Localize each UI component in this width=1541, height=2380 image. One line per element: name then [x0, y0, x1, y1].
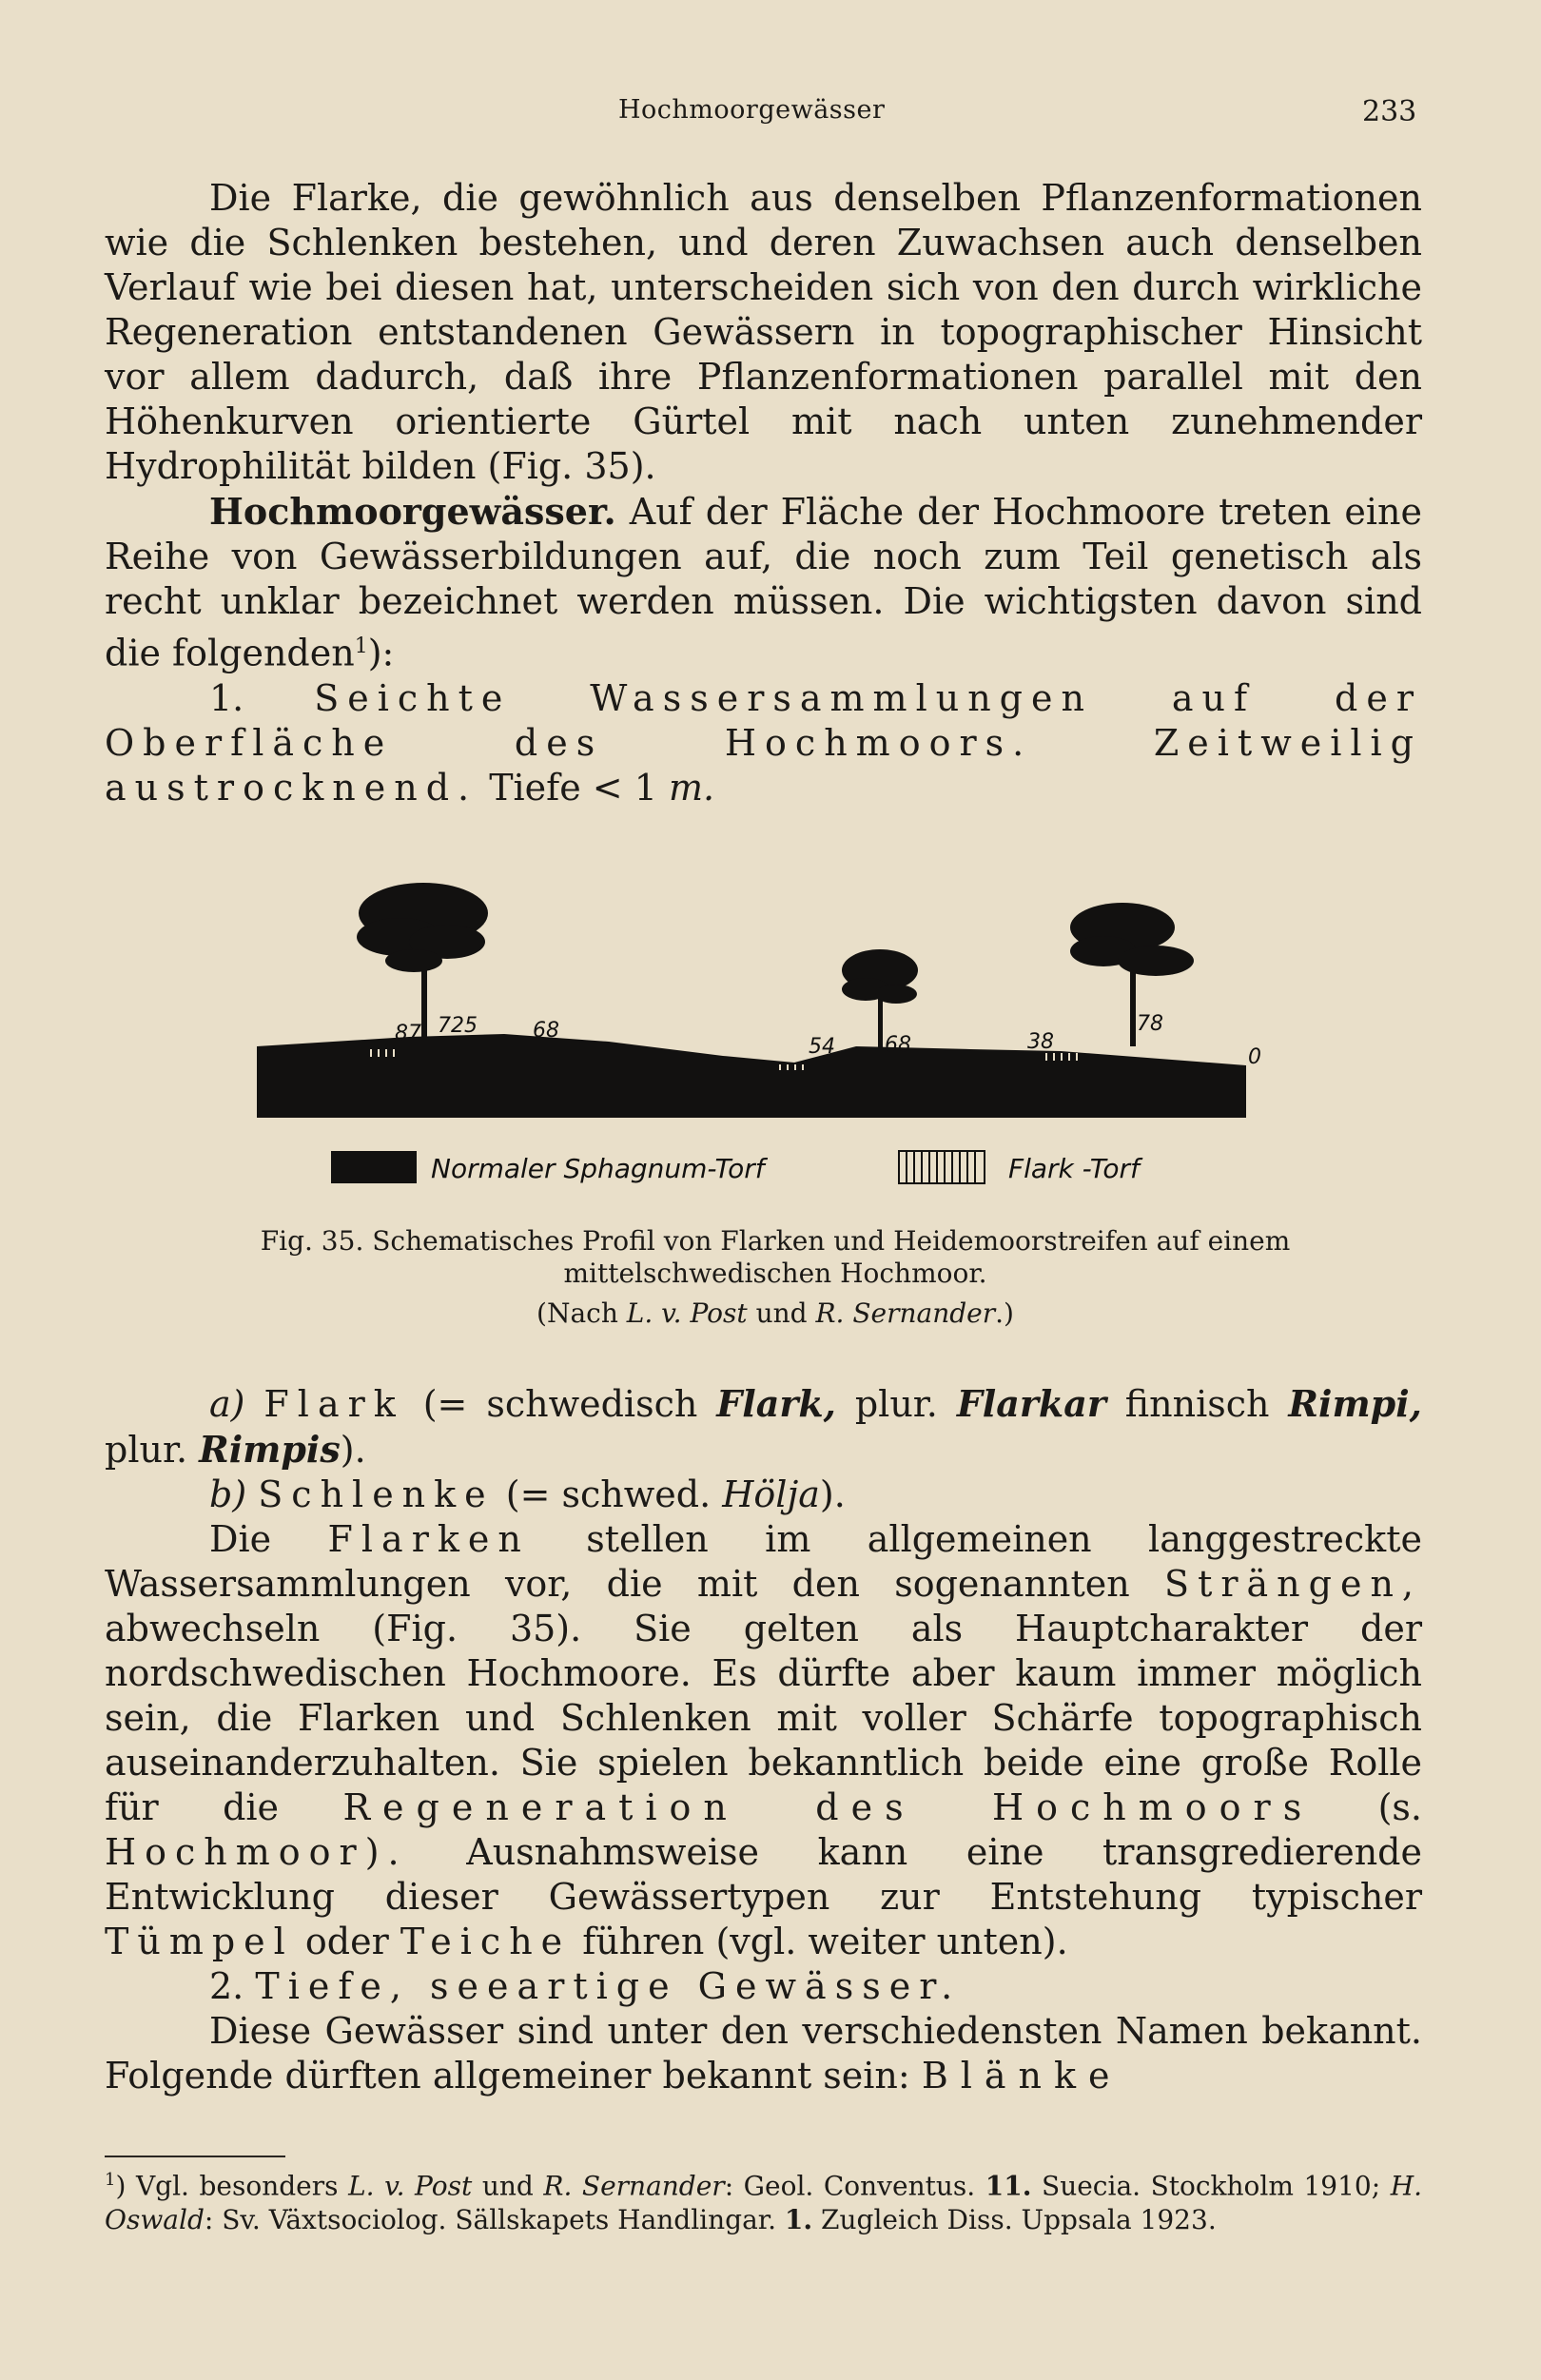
- item-text: plur.: [854, 1383, 938, 1425]
- spaced-term: Regeneration des Hochmoors: [342, 1786, 1315, 1828]
- item-title: Seichte Wassersammlungen auf der Oberfläche des Hochmoors. Zeitweilig austrocknend.: [105, 676, 1422, 809]
- footnote-text: Suecia. Stockholm 1910;: [1042, 2170, 1381, 2202]
- footnote-text: : Sv. Växtsociolog. Sällskapets Handlingar.: [204, 2204, 776, 2236]
- paragraph-end: ):: [367, 632, 395, 674]
- figure-label: 78: [1137, 1012, 1163, 1036]
- paragraph-text: führen (vgl. weiter unten).: [582, 1921, 1068, 1962]
- legend-swatch-flark-peat: [899, 1151, 985, 1183]
- paragraph-blaenke: [105, 2009, 1422, 2098]
- item-term: Schlenke: [258, 1473, 495, 1515]
- footnote-author: L. v. Post: [348, 2170, 473, 2202]
- footnote-volume: 1.: [784, 2204, 813, 2236]
- item-depth: Tiefe < 1: [489, 766, 657, 809]
- paragraph-text: oder: [304, 1921, 389, 1962]
- footnote-author: R. Sernander: [543, 2170, 725, 2202]
- swedish-plural: Flarkar: [956, 1382, 1106, 1425]
- body-text-upper: [105, 176, 1422, 810]
- footnote-text: und: [481, 2170, 534, 2202]
- source-and: und: [755, 1297, 808, 1329]
- list-item-2: [105, 1964, 1422, 2009]
- figure-label: 87: [395, 1022, 421, 1045]
- figure-source: [128, 1297, 1422, 1330]
- list-item-1: [105, 676, 1422, 810]
- spaced-term: Strängen,: [1164, 1563, 1422, 1605]
- body-text-lower: [105, 1381, 1422, 2098]
- figure-label: 0: [1248, 1045, 1261, 1069]
- footnote-text: : Geol. Conventus.: [724, 2170, 976, 2202]
- legend-swatch-normal-peat: [331, 1151, 417, 1183]
- page-number: 233: [1362, 95, 1417, 128]
- footnote-rule: [105, 2156, 285, 2157]
- swedish-term: Flark,: [716, 1382, 836, 1425]
- spaced-term: Hochmoor).: [105, 1831, 408, 1873]
- item-number: 2.: [209, 1965, 244, 2007]
- paragraph-text: abwechseln (Fig. 35). Sie gelten als Hauptcharakter der nordschwedischen Hochmoore. Es dürfte aber kaum immer möglich sein, die Flarken und Schlenken mit voller Schärfe topographisch auseinanderzuhalten. Sie spielen bekanntlich beide eine große Rolle für die: [105, 1608, 1422, 1828]
- finnish-term: Rimpi,: [1288, 1382, 1422, 1425]
- paragraph-flarke: Die Flarke, die gewöhnlich aus denselben Pflanzenformationen wie die Schlenken bestehen, und deren Zuwachsen auch denselben Verlauf wie bei diesen hat, unterscheiden sich von den durch wirkliche Regeneration entstandenen Gewässern in topographischer Hinsicht vor allem dadurch, daß ihre Pflanzenformationen parallel mit den Höhenkurven orientierte Gürtel mit nach unten zunehmender Hydrophilität bilden (Fig. 35).: [105, 177, 1422, 487]
- finnish-plural: Rimpis: [199, 1428, 341, 1471]
- item-unit: m.: [669, 766, 715, 809]
- paragraph-text: Ausnahmsweise kann eine transgredierende Entwicklung dieser Gewässertypen zur Entstehung typischer: [105, 1831, 1422, 1918]
- item-label: b): [209, 1473, 247, 1515]
- item-text: (= schwedisch: [422, 1383, 698, 1425]
- item-text: ).: [819, 1473, 846, 1515]
- footnote-volume: 11.: [985, 2170, 1032, 2202]
- profile-figure: [247, 861, 1275, 1208]
- list-item-b: [105, 1473, 1422, 1517]
- figure-label: 68: [885, 1033, 911, 1057]
- source-author-1: L. v. Post: [626, 1297, 748, 1329]
- item-label: a): [209, 1383, 245, 1425]
- figure-label: 725: [438, 1014, 478, 1038]
- tree-right: [1070, 903, 1194, 1046]
- swedish-term: Hölja: [722, 1473, 820, 1515]
- paragraph-text: stellen im allgemeinen langgestreckte Wassersammlungen vor, die mit den sogenannten: [105, 1518, 1422, 1605]
- paragraph-hochmoorgewaesser: [105, 489, 1422, 676]
- spaced-term: Tümpel: [105, 1921, 294, 1962]
- item-text: plur.: [105, 1429, 188, 1471]
- footnote-marker: 1: [354, 634, 368, 658]
- paragraph-text: (s.: [1377, 1786, 1422, 1828]
- paragraph-text: Diese Gewässer sind unter den verschiedensten Namen bekannt. Folgende dürften allgemeiner bekannt sein:: [105, 2010, 1422, 2097]
- figure-label: 54: [809, 1035, 835, 1059]
- footnote-author: H. Oswald: [105, 2170, 1423, 2236]
- figure-caption: Fig. 35. Schematisches Profil von Flarken und Heidemoorstreifen auf einem mittelschwedischen Hochmoor.: [260, 1225, 1291, 1289]
- item-text: ).: [340, 1429, 366, 1471]
- item-text: finnisch: [1124, 1383, 1270, 1425]
- spaced-term: Flarken: [327, 1518, 530, 1560]
- source-pre: (Nach: [536, 1297, 618, 1329]
- source-post: .): [995, 1297, 1014, 1329]
- footnote: $^1$) Vgl. besonders L. v. Post und R. Sernander: Geol. Conventus. 11. Suecia. Stockholm 1910; H. Oswald: Sv. Växtsociolog. Sällskapets Handlingar. 1. Zugleich Diss. Uppsala 1923.: [105, 2170, 1423, 2236]
- source-author-2: R. Sernander: [815, 1297, 996, 1329]
- footnote-text: Vgl. besonders: [135, 2170, 339, 2202]
- figure-label: 68: [533, 1019, 559, 1043]
- paragraph-text: Auf der Fläche der Hochmoore treten eine Reihe von Gewässerbildungen auf, die noch zum Teil genetisch als recht unklar bezeichnet werden müssen. Die wichtigsten davon sind die folgenden: [105, 491, 1422, 674]
- item-term: Flark: [263, 1383, 404, 1425]
- list-item-a: [105, 1381, 1422, 1473]
- figure-label: 38: [1027, 1030, 1054, 1054]
- paragraph-flarken: [105, 1517, 1422, 1964]
- item-number: 1.: [209, 676, 244, 719]
- legend-label-flark-peat: Flark -Torf: [1008, 1153, 1140, 1184]
- legend-label-normal-peat: Normaler Sphagnum-Torf: [431, 1153, 765, 1184]
- running-title: Hochmoorgewässer: [618, 95, 886, 125]
- item-text: (= schwed.: [505, 1473, 712, 1515]
- section-heading: Hochmoorgewässer.: [209, 490, 616, 533]
- spaced-term: Blänke: [921, 2055, 1122, 2097]
- peat-profile: [257, 1034, 1246, 1118]
- footnote-number: 1: [105, 2170, 116, 2190]
- item-title: Tiefe, seeartige Gewässer.: [255, 1965, 962, 2007]
- footnote-text: Zugleich Diss. Uppsala 1923.: [821, 2204, 1217, 2236]
- paragraph-text: Die: [209, 1518, 272, 1560]
- spaced-term: Teiche: [400, 1921, 572, 1962]
